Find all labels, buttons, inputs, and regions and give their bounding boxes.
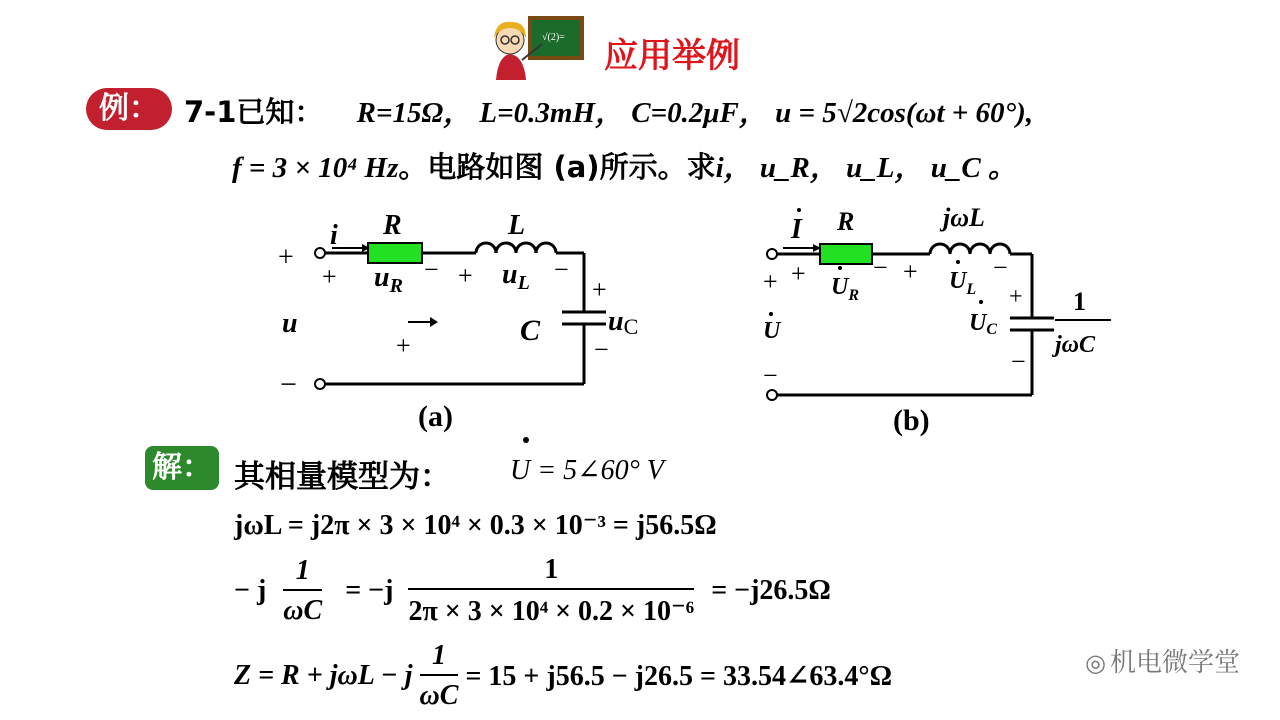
page-title: 应用举例: [604, 36, 740, 76]
label-uC-plus: +: [592, 275, 607, 304]
given-R: R=15Ω，: [356, 97, 473, 129]
label-plus-top: +: [278, 242, 294, 273]
label-minus-left: −: [763, 361, 778, 390]
label-R: R: [383, 210, 402, 241]
label-mid-plus: +: [396, 331, 411, 360]
given-L: L=0.3mH，: [479, 97, 625, 129]
label-uR: $u_R$: [374, 262, 403, 297]
eq2-mid: = −j: [345, 575, 394, 606]
caption-b: (b): [893, 404, 930, 437]
example-badge: 例：: [86, 88, 172, 130]
label-UR-minus: −: [873, 253, 888, 282]
label-I: I: [791, 214, 802, 245]
label-R: R: [837, 207, 855, 236]
problem-text: 。电路如图 (a)所示。求: [398, 150, 716, 184]
label-UL-minus: −: [993, 253, 1008, 282]
fraction-z: $\frac{1}{\omega C}$: [419, 640, 459, 711]
phasor-u: U = 5∠60° V: [510, 455, 664, 486]
label-uR-minus: −: [424, 255, 439, 284]
label-UR-plus: +: [791, 259, 806, 288]
model-text: 其相量模型为：: [234, 459, 451, 495]
given-u: u = 5√2cos(ωt + 60°),: [775, 97, 1034, 129]
label-minus-bottom: −: [280, 368, 297, 401]
label-UR: $U_R$: [831, 274, 860, 304]
eq2-right: = −j26.5Ω: [711, 575, 831, 606]
teacher-illustration: [486, 14, 586, 82]
label-uL: $u_L$: [502, 259, 530, 294]
label-uC-minus: −: [594, 335, 609, 364]
problem-number: 7-1已知：: [184, 95, 324, 129]
inductor-l: [476, 243, 556, 253]
label-UC-plus: +: [1009, 284, 1023, 310]
label-UC: UC: [969, 310, 998, 338]
phasor-dot: [523, 437, 529, 443]
label-uL-plus: +: [458, 261, 473, 290]
eq3-left: Z = R + jωL − j: [234, 660, 413, 691]
label-cap-den: jωC: [1055, 332, 1096, 358]
label-jwL: jωL: [943, 203, 985, 232]
fraction-large: $\frac{1}{\text{2π × 3 × 10⁴ × 0.2 × 10⁻⁶}}$: [408, 554, 695, 627]
problem-asks: i， u_R， u_L， u_C 。: [715, 152, 1017, 184]
circuit-a: [270, 198, 650, 438]
equation-capacitive: [234, 554, 831, 628]
given-f: f = 3 × 10⁴ Hz: [232, 152, 399, 184]
label-C: C: [520, 314, 541, 347]
caption-a: (a): [418, 400, 453, 433]
label-L: L: [508, 210, 526, 241]
solution-badge: 解：: [145, 446, 219, 490]
equation-jwl: jωL = j2π × 3 × 10⁴ × 0.3 × 10⁻³ = j56.5Ω: [234, 510, 717, 541]
problem-line-1: [184, 90, 1033, 131]
eq2-left: − j: [234, 575, 267, 606]
wechat-icon: ◎: [1085, 649, 1106, 677]
circuit-b: [755, 198, 1135, 443]
label-cap-num: 1: [1073, 287, 1086, 316]
label-uC: uC: [608, 306, 639, 339]
fraction-small: $\frac{1}{\omega C}$: [283, 555, 323, 626]
label-UC-minus: −: [1011, 347, 1026, 376]
svg-text:√(2)=: √(2)=: [542, 32, 565, 43]
label-uL-minus: −: [554, 255, 569, 284]
label-U: U: [763, 318, 781, 344]
label-UL: $U_L$: [949, 268, 977, 298]
eq3-right: = 15 + j56.5 − j26.5 = 33.54∠63.4°Ω: [465, 661, 893, 692]
resistor-r: [368, 243, 422, 263]
label-u: u: [282, 308, 298, 339]
label-plus-left: +: [763, 267, 778, 296]
equation-impedance: [234, 640, 892, 712]
resistor-r: [820, 244, 872, 264]
watermark: ◎ 机电微学堂: [1085, 648, 1240, 678]
label-UL-plus: +: [903, 257, 918, 286]
given-C: C=0.2μF，: [631, 97, 768, 129]
label-uR-plus: +: [322, 262, 337, 291]
problem-line-2: [232, 145, 1017, 186]
label-i: i: [330, 220, 338, 251]
